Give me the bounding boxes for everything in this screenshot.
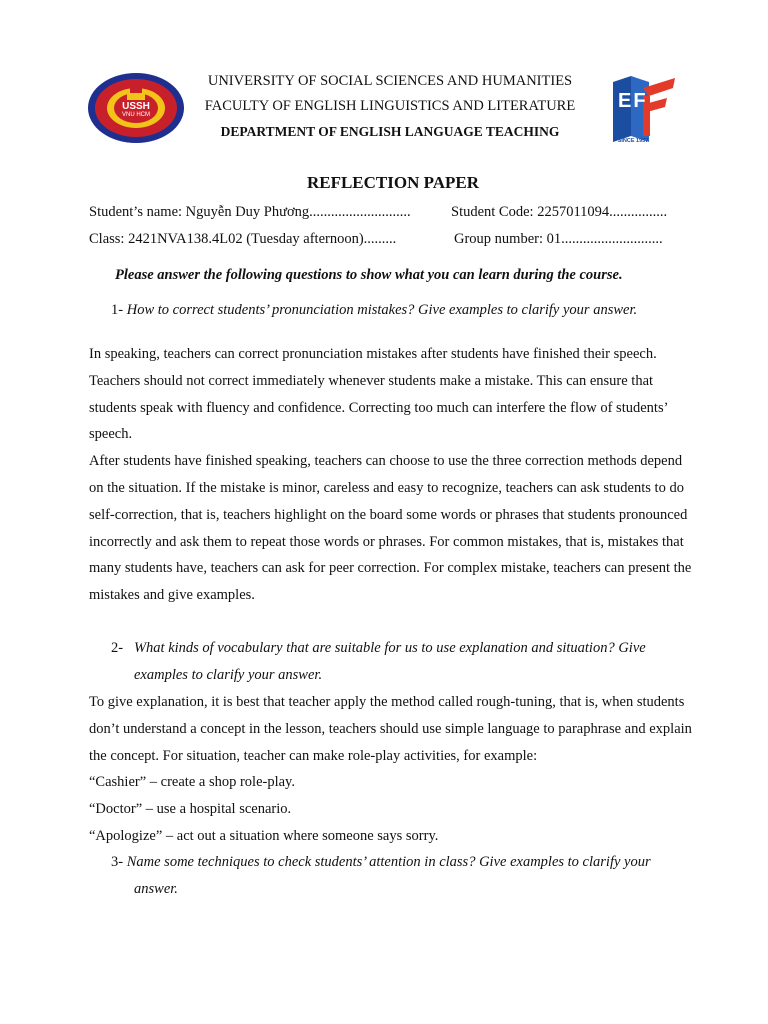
ussh-logo-subtext: VNU HCM <box>122 112 150 118</box>
question-2-number: 2- <box>111 640 124 656</box>
question-2-text: What kinds of vocabulary that are suitable for us to use explanation and situation? Give <box>133 640 646 656</box>
question-1-text: How to correct students’ pronunciation mistakes? Give examples to clarify your answer. <box>126 302 638 318</box>
question-2 <box>111 635 711 689</box>
question-2-text-cont: examples to clarify your answer. <box>134 666 323 683</box>
question-3-number: 3- <box>111 854 124 870</box>
answer-2-paragraph: To give explanation, it is best that teacher apply the method called rough-tuning, that is, when students don’t understand a concept in the lesson, teachers should use simple language to paraphrase and explain the concept. For situation, teacher can make role-play activities, for example: <box>89 694 692 764</box>
answer-1-paragraph: In speaking, teachers can correct pronunciation mistakes after students have finished their speech. Teachers should not correct immediately whenever students make a mistake. This can ensure that students speak with fluency and confidence. Correcting too much can interfere the flow of students’ speech. <box>89 346 668 443</box>
question-1 <box>111 301 637 319</box>
question-3-text-cont: answer. <box>134 880 178 897</box>
answer-1-paragraph: After students have finished speaking, teachers can choose to use the three correction methods depend on the situation. If the mistake is minor, careless and easy to recognize, teachers can ask students to do self-correction, that is, teachers highlight on the board some words or phrases that students pronounced incorrectly and ask them to repeat those words or phrases. For common mistakes, that is, mistakes that many students have, teachers can ask for peer correction. For complex mistake, teachers can present the mistakes and give examples. <box>89 453 692 604</box>
answer-2 <box>89 689 699 850</box>
answer-1 <box>89 341 699 609</box>
answer-2-example: “Cashier” – create a shop role-play. <box>89 774 295 791</box>
class-info: Class: 2421NVA138.4L02 (Tuesday afternoon)......... <box>89 231 397 247</box>
answer-2-example: “Apologize” – act out a situation where someone says sorry. <box>89 827 439 844</box>
instruction: Please answer the following questions to show what you can learn during the course. <box>115 267 623 283</box>
student-name: Student’s name: Nguyễn Duy Phương............................ <box>89 204 411 220</box>
ussh-logo-text: USSH <box>122 101 150 112</box>
faculty-name: FACULTY OF ENGLISH LINGUISTICS AND LITERATURE <box>204 98 576 114</box>
university-name: UNIVERSITY OF SOCIAL SCIENCES AND HUMANITIES <box>207 73 573 89</box>
question-3 <box>111 849 711 903</box>
question-1-number: 1- <box>111 302 124 318</box>
student-code: Student Code: 2257011094................ <box>451 204 668 220</box>
ef-logo-letters: EF <box>618 90 648 112</box>
page-title: REFLECTION PAPER <box>306 173 480 192</box>
answer-2-example: “Doctor” – use a hospital scenario. <box>89 801 292 818</box>
question-3-text: Name some techniques to check students’ attention in class? Give examples to clarify your <box>126 854 651 870</box>
group-number: Group number: 01............................ <box>454 231 663 247</box>
department-name: DEPARTMENT OF ENGLISH LANGUAGE TEACHING <box>220 124 560 139</box>
ef-logo-since: SINCE 1957 <box>617 138 649 144</box>
